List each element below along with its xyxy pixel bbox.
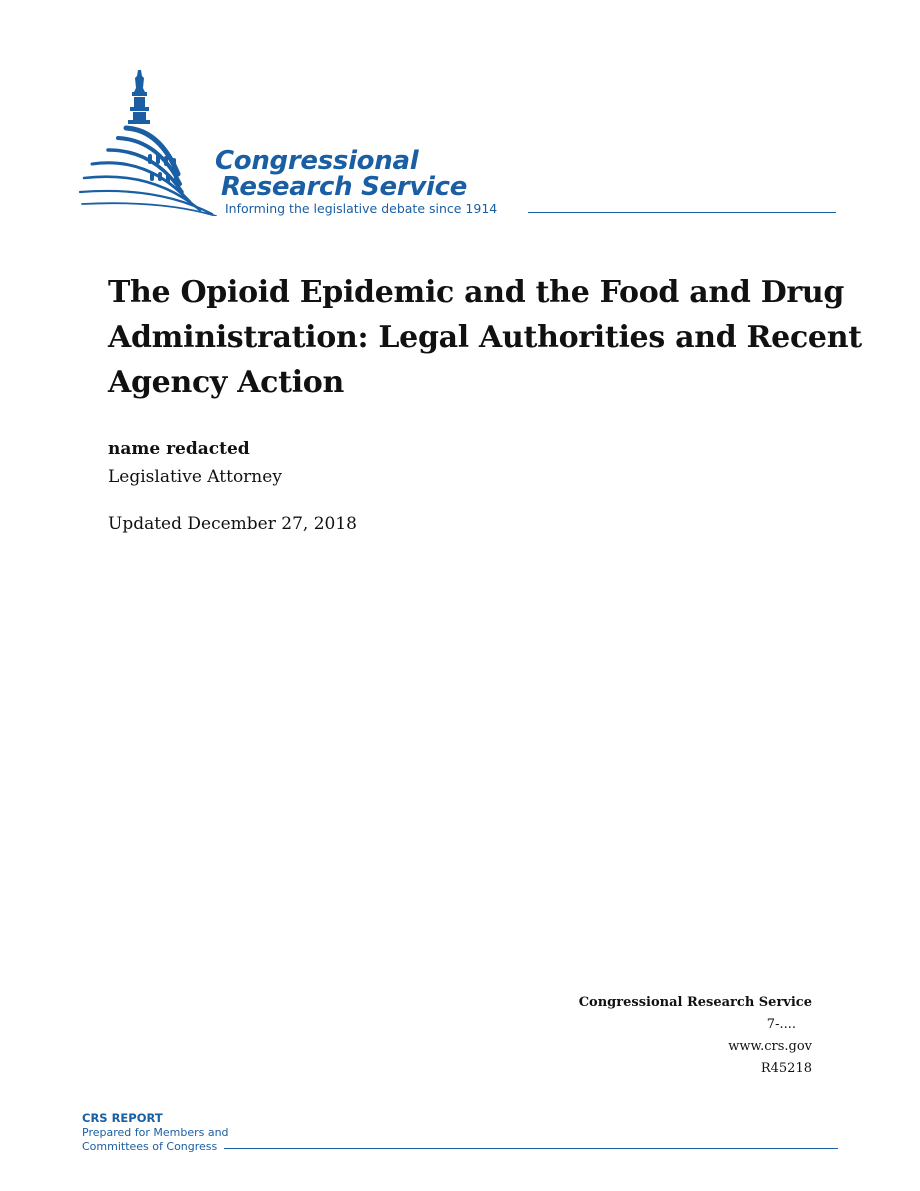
title-line: Administration: Legal Authorities and Recent	[108, 320, 862, 355]
title-line: The Opioid Epidemic and the Food and Drug	[108, 275, 845, 310]
logo-tagline: Informing the legislative debate since 1914	[225, 201, 498, 216]
logo-org-name-line1: Congressional	[215, 146, 419, 176]
author-name: name redacted	[108, 439, 250, 459]
footer-rule	[224, 1148, 838, 1149]
report-title	[108, 270, 862, 405]
footer-prepared-line2: Committees of Congress	[82, 1140, 218, 1153]
footer-prepared-line1: Prepared for Members and	[82, 1126, 229, 1139]
updated-date: Updated December 27, 2018	[108, 514, 357, 534]
info-organization: Congressional Research Service	[578, 995, 812, 1010]
info-website[interactable]: www.crs.gov	[728, 1039, 812, 1054]
page-footer	[82, 1111, 838, 1155]
info-report-number: R45218	[760, 1061, 812, 1076]
logo-org-name-line2: Research Service	[221, 172, 468, 202]
capitol-dome-icon	[78, 66, 218, 216]
info-phone: 7-....	[766, 1017, 796, 1032]
crs-logo	[78, 66, 838, 226]
header-rule	[528, 212, 836, 213]
title-line: Agency Action	[108, 365, 345, 400]
author-role: Legislative Attorney	[108, 467, 282, 487]
contact-info	[579, 992, 812, 1080]
footer-report-label: CRS REPORT	[82, 1111, 163, 1125]
